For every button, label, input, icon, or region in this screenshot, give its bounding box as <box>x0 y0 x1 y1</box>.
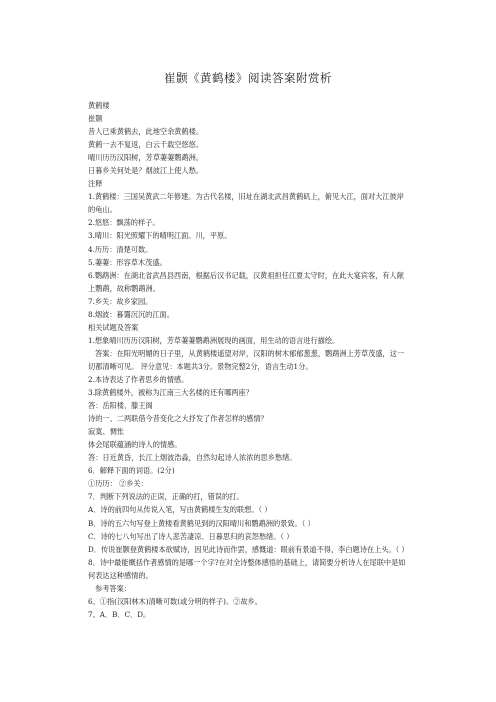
note-item: 8.烟波：暮霭沉沉的江面。 <box>88 309 174 319</box>
question: 诗的一、二两联借今昔变化之大抒发了作者怎样的感情？ <box>88 414 268 424</box>
question: 3.除黄鹤楼外，被称为江南三大名楼的还有哪两座？ <box>88 388 253 398</box>
note-item: 1.黄鹤楼：三国吴黄武二年修建。为古代名楼，旧址在湖北武昌黄鹤矶上，俯见大江，面对大江彼岸的龟山。 <box>88 192 404 215</box>
poem-line: 晴川历历汉阳树，芳草萋萋鹦鹉洲。 <box>88 153 204 163</box>
option-a: A．诗的前四句从传说入笔，写由黄鹤楼生发的联想。（ ） <box>88 505 272 515</box>
page-title: 崔颢《黄鹤楼》阅读答案附赏析 <box>164 71 332 85</box>
poem-line: 日暮乡关何处是？烟波江上使人愁。 <box>88 166 204 176</box>
note-item: 2.悠悠：飘荡的样子。 <box>88 218 160 228</box>
question: 1.想象晴川历历汉阳树，芳草萋萋鹦鹉洲展现的画面，用生动的语言进行描绘。 <box>88 335 340 345</box>
question-items: ①历历： ②乡关： <box>88 479 148 489</box>
reference-answer: 6、①指(汉阳林木)清晰可数(或分明的样子)。②故乡。 <box>88 596 262 606</box>
reference-heading: 参考答案： <box>95 583 131 593</box>
note-item: 7.乡关：故乡家园。 <box>88 296 153 306</box>
poem-author: 崔颢 <box>88 114 103 124</box>
note-item: 5.萋萋：形容草木茂盛。 <box>88 257 167 267</box>
answer: 答案：在阳光明媚的日子里，从黄鹤楼遥望对岸，汉阳的树木郁郁葱葱，鹦鹉洲上芳草茂盛，这一切都清晰可见。 评分意见：本题共3分。景物完整2分，语言生动1分。 <box>88 348 405 371</box>
option-d: D．传说崔颢登黄鹤楼本欲赋诗，因见此诗而作罢，感慨道：眼前有景道不得，李白题诗在上头。（ ） <box>88 544 409 554</box>
answer: 寂寞、惆怅 <box>88 427 124 437</box>
poem-line: 黄鹤一去不复返，白云千载空悠悠。 <box>88 140 204 150</box>
note-item: 4.历历：清楚可数。 <box>88 244 153 254</box>
notes-heading: 注释 <box>88 179 103 189</box>
question: 7．判断下列说法的正误，正确的打，错误的打。 <box>88 492 244 502</box>
answer: 答：岳阳楼、滕王阁 <box>88 401 153 411</box>
question: 8．诗中最能概括作者感情的是哪一个字?在对全诗整体感悟的基础上，请简要分析诗人在尾联中是如何表达这种感情的。 <box>88 557 406 580</box>
poem-title: 黄鹤楼 <box>88 101 110 110</box>
question: 2.本诗表达了作者思乡的情感。 <box>88 374 189 384</box>
reference-answer: 7、A．B．C．D。 <box>88 609 151 619</box>
answer: 答：日近黄昏，长江上烟波浩淼，自然勾起诗人浓浓的思乡愁绪。 <box>88 453 297 463</box>
qa-heading: 相关试题及答案 <box>88 322 139 332</box>
option-c: C．诗的七八句写出了诗人悲苦凄凉、日暮思归的哀怨愁绪。（ ） <box>88 531 294 541</box>
question: 体会尾联蕴涵的诗人的情感。 <box>88 440 182 450</box>
poem-line: 昔人已乘黄鹤去，此地空余黄鹤楼。 <box>88 127 204 137</box>
note-item: 6.鹦鹉洲：在湖北省武昌县西南，根据后汉书记载，汉黄祖担任江夏太守时，在此大宴宾客，有人献上鹦鹉，故称鹦鹉洲。 <box>88 270 404 293</box>
document-body <box>88 99 410 621</box>
note-item: 3.晴川：阳光照耀下的晴明江面。川，平原。 <box>88 231 232 241</box>
option-b: B．诗的五六句写登上黄楼看黄鹤见到的汉阳晴川和鹦鹉洲的景致。（ ） <box>88 518 315 528</box>
question: 6．解释下面的词语。(2分) <box>88 466 175 476</box>
